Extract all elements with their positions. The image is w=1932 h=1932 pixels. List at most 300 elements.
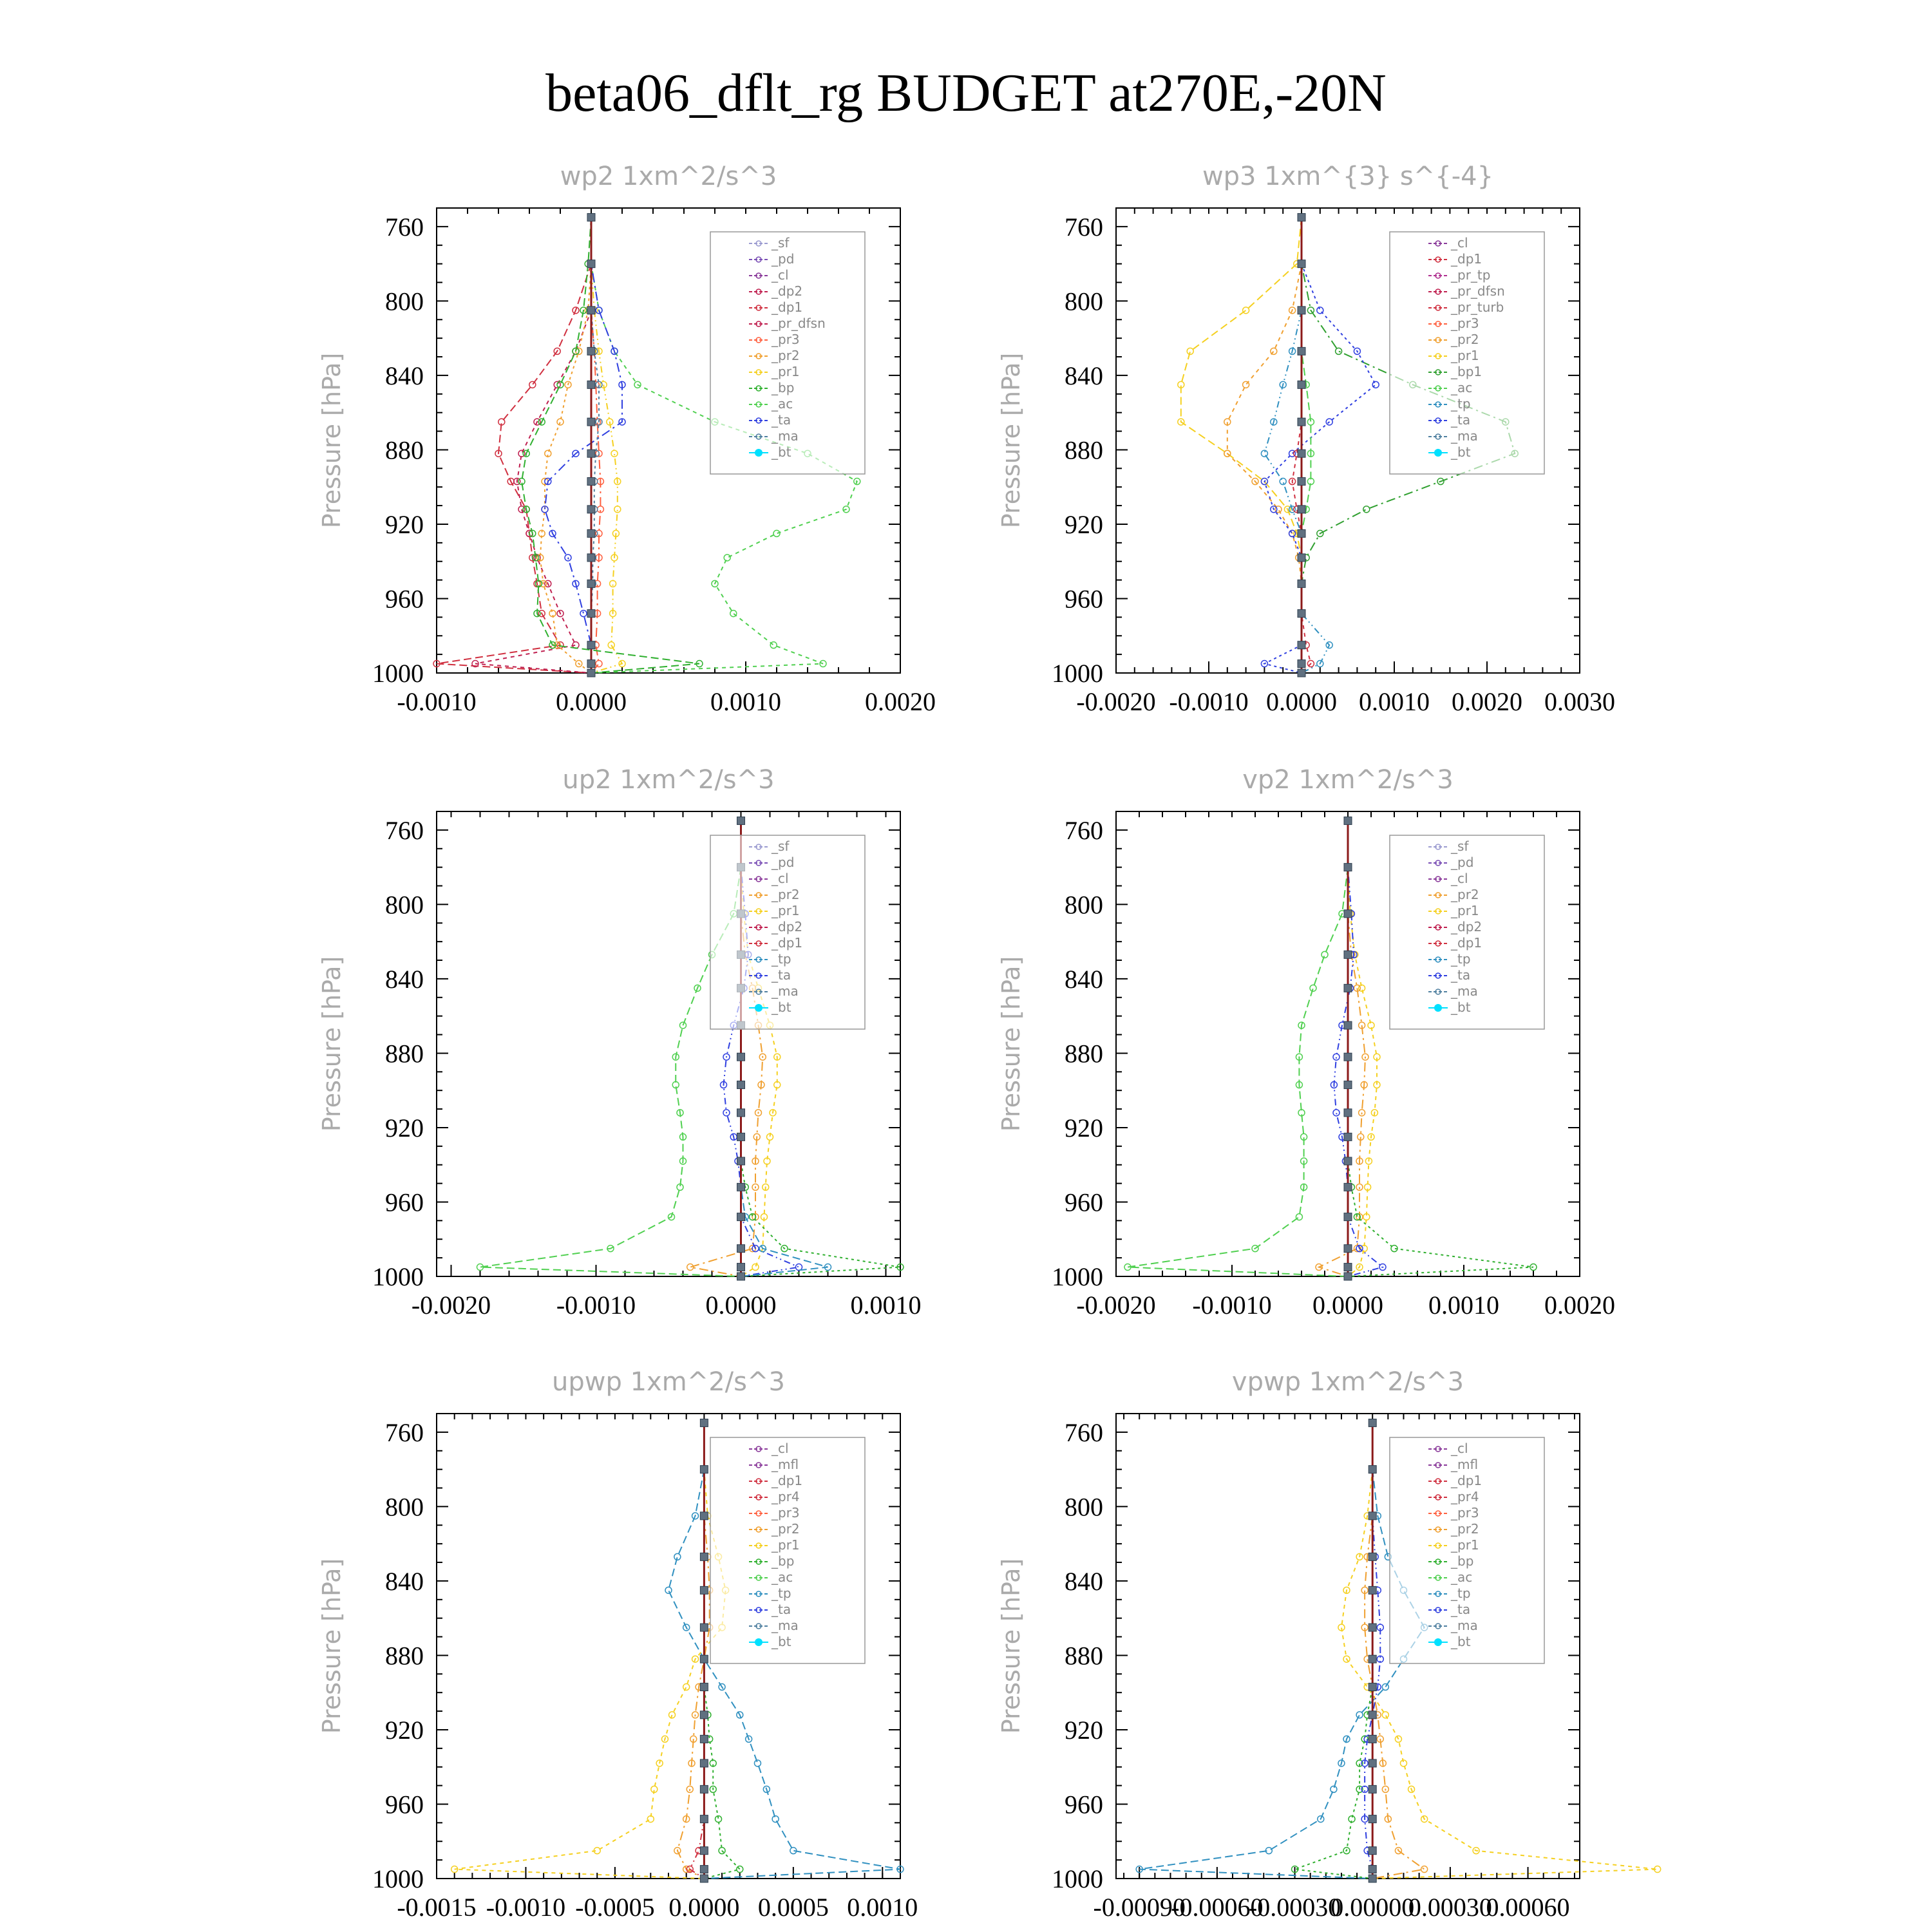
- series-line-pr3: [591, 217, 600, 673]
- series-line-tp: [1139, 1423, 1424, 1879]
- legend-label: _sf: [1451, 838, 1469, 854]
- legend-label: _pr_dfsn: [1451, 283, 1505, 299]
- series-point-bt: [1344, 1245, 1352, 1253]
- legend-label: _pd: [1451, 855, 1474, 870]
- series-point-pr2: [687, 1264, 694, 1271]
- x-tick-label: -0.0020: [1076, 1291, 1156, 1320]
- series-point-pr1: [683, 1684, 690, 1690]
- series-point-bt: [700, 1711, 708, 1719]
- y-tick-label: 800: [1065, 287, 1103, 316]
- y-tick-label: 880: [1065, 435, 1103, 465]
- series-point-pr1: [614, 506, 621, 513]
- legend-label: _pr2: [772, 348, 800, 363]
- series-point-bt: [737, 1245, 745, 1253]
- legend-label: _pd: [772, 251, 795, 267]
- series-line-dp1: [437, 217, 591, 673]
- series-point-bt: [700, 1512, 708, 1520]
- series-point-bt: [1368, 1847, 1376, 1855]
- x-tick-label: 0.0000: [1312, 1291, 1383, 1320]
- series-point-bt: [700, 1553, 708, 1560]
- legend-label: _tp: [1451, 396, 1471, 412]
- series-point-pr2: [1243, 381, 1249, 388]
- y-tick-label: 920: [1065, 1715, 1103, 1745]
- legend-label: _pr1: [1451, 903, 1479, 918]
- legend-label: _bt: [772, 999, 791, 1015]
- panel-title: vpwp 1xm^2/s^3: [1231, 1367, 1464, 1397]
- y-tick-label: 880: [1065, 1641, 1103, 1671]
- legend-label: _pr_tp: [1451, 267, 1491, 283]
- legend-label: _dp2: [1451, 919, 1482, 934]
- x-tick-label: 0.0010: [710, 687, 781, 716]
- y-tick-label: 840: [1065, 1566, 1103, 1596]
- series-point-bt: [737, 1157, 745, 1165]
- series-point-bt: [1298, 529, 1305, 537]
- series-point-tp: [772, 1816, 779, 1823]
- y-tick-label: 920: [1065, 1113, 1103, 1142]
- series-line-pr1: [1181, 217, 1302, 673]
- series-point-bt: [737, 1081, 745, 1089]
- legend-label: _pr2: [772, 1521, 800, 1537]
- series-point-bt: [700, 1735, 708, 1743]
- series-point-tp: [665, 1587, 672, 1593]
- series-point-bp1: [1336, 348, 1342, 354]
- series-point-bt: [1298, 213, 1305, 221]
- series-point-ac: [1310, 985, 1316, 991]
- series-line-pr2: [1227, 217, 1302, 673]
- x-tick-label: 0.0010: [850, 1291, 922, 1320]
- series-point-bt: [1344, 1081, 1352, 1089]
- y-tick-label: 920: [385, 1715, 424, 1745]
- series-point-ac: [770, 642, 777, 649]
- x-tick-label: 0.0000: [556, 687, 627, 716]
- x-tick-label: 0.00000: [1331, 1893, 1415, 1922]
- series-point-ta: [1372, 381, 1379, 388]
- series-point-bt: [700, 1785, 708, 1793]
- legend-label: _ma: [772, 428, 799, 444]
- legend-label: _pr1: [1451, 1537, 1479, 1553]
- series-point-bp: [737, 1866, 743, 1873]
- series-point-bt: [1368, 1759, 1376, 1767]
- y-tick-label: 960: [385, 584, 424, 614]
- legend-label: _pr_dfsn: [772, 316, 826, 331]
- series-point-tp: [754, 1760, 761, 1766]
- series-point-bt: [1298, 554, 1305, 562]
- panel-title: vp2 1xm^2/s^3: [1242, 765, 1454, 795]
- series-point-bt: [587, 307, 595, 314]
- legend-label: _dp1: [1451, 251, 1482, 267]
- x-tick-label: 0.0010: [1428, 1291, 1499, 1320]
- legend-label: _mfl: [1451, 1457, 1479, 1472]
- legend-label: _dp1: [772, 299, 803, 315]
- legend-label: _dp2: [772, 919, 803, 934]
- series-point-bt: [737, 1109, 745, 1117]
- legend-label: _pr4: [772, 1489, 800, 1504]
- legend-label: _dp2: [772, 283, 803, 299]
- series-point-ac: [1296, 1214, 1302, 1220]
- panel-5: [317, 1367, 918, 1922]
- y-axis-label: Pressure [hPa]: [997, 956, 1025, 1132]
- series-line-pr1: [1348, 820, 1377, 1276]
- x-tick-label: -0.0010: [486, 1893, 566, 1922]
- series-point-bt: [1298, 478, 1305, 486]
- y-axis-label: Pressure [hPa]: [317, 1558, 346, 1734]
- legend-label: _cl: [772, 871, 789, 886]
- series-point-bt: [1298, 580, 1305, 587]
- legend-marker: [755, 1638, 762, 1646]
- series-point-bt: [587, 347, 595, 355]
- y-axis-label: Pressure [hPa]: [997, 352, 1025, 529]
- series-point-bt: [737, 817, 745, 824]
- legend-label: _ma: [1451, 1618, 1478, 1633]
- y-tick-label: 840: [385, 361, 424, 390]
- y-tick-label: 920: [1065, 509, 1103, 539]
- y-tick-label: 840: [1065, 361, 1103, 390]
- series-point-bt: [1368, 1875, 1376, 1882]
- legend-label: _tp: [1451, 1586, 1471, 1601]
- series-point-bt: [737, 1053, 745, 1061]
- y-tick-label: 960: [385, 1188, 424, 1217]
- legend-marker: [755, 1004, 762, 1012]
- series-point-pr2: [557, 419, 564, 425]
- legend-label: _pd: [772, 855, 795, 870]
- series-line-pr2: [1319, 820, 1365, 1276]
- legend-label: _pr4: [1451, 1489, 1479, 1504]
- series-line-pr1: [455, 1423, 726, 1879]
- y-tick-label: 840: [385, 964, 424, 994]
- y-tick-label: 1000: [372, 1864, 424, 1893]
- y-tick-label: 760: [385, 212, 424, 242]
- series-point-bt: [1298, 347, 1305, 355]
- x-tick-label: -0.0020: [411, 1291, 491, 1320]
- series-line-pr4: [690, 1423, 704, 1879]
- x-tick-label: 0.0020: [865, 687, 936, 716]
- legend-label: _dp1: [772, 935, 803, 951]
- series-point-bt: [587, 529, 595, 537]
- series-point-bt: [587, 506, 595, 513]
- y-tick-label: 920: [385, 1113, 424, 1142]
- series-point-ta: [1317, 307, 1323, 314]
- y-tick-label: 1000: [1052, 1864, 1103, 1893]
- series-point-ac: [1321, 951, 1328, 958]
- series-point-bt: [1344, 1157, 1352, 1165]
- y-tick-label: 840: [1065, 964, 1103, 994]
- legend-label: _tp: [772, 1586, 791, 1601]
- legend-label: _dp1: [1451, 1473, 1482, 1488]
- series-point-bt: [1344, 1183, 1352, 1191]
- series-point-bt: [1368, 1785, 1376, 1793]
- legend-label: _pr2: [1451, 887, 1479, 902]
- legend-label: _ta: [772, 967, 791, 983]
- series-point-ac: [773, 530, 780, 536]
- y-tick-label: 800: [385, 890, 424, 920]
- series-point-bt: [587, 669, 595, 677]
- legend-label: _bt: [772, 444, 791, 460]
- y-tick-label: 880: [385, 435, 424, 465]
- legend-label: _bt: [1451, 999, 1471, 1015]
- panel-4: [997, 765, 1615, 1320]
- y-tick-label: 1000: [372, 1262, 424, 1291]
- legend-label: _ac: [1451, 380, 1473, 395]
- y-tick-label: 880: [385, 1641, 424, 1671]
- legend-label: _cl: [772, 267, 789, 283]
- legend-label: _pr2: [1451, 1521, 1479, 1537]
- series-point-bt: [587, 418, 595, 426]
- series-point-bt: [1344, 1213, 1352, 1221]
- legend-label: _ac: [772, 396, 793, 412]
- x-tick-label: 0.0000: [668, 1893, 740, 1922]
- legend-label: _ma: [772, 1618, 799, 1633]
- series-point-bt: [1298, 660, 1305, 668]
- series-line-pr1: [591, 217, 622, 673]
- legend-label: _ta: [1451, 967, 1471, 983]
- y-tick-label: 840: [385, 1566, 424, 1596]
- series-point-bt: [587, 450, 595, 457]
- legend-label: _ta: [772, 1602, 791, 1617]
- series-point-bt: [700, 1759, 708, 1767]
- legend-label: _pr3: [772, 1505, 800, 1520]
- legend-label: _bp1: [1451, 364, 1482, 379]
- series-point-pr2: [1421, 1866, 1428, 1873]
- x-tick-label: -0.0005: [575, 1893, 655, 1922]
- series-point-bt: [1298, 307, 1305, 314]
- series-point-bt: [1368, 1466, 1376, 1473]
- y-tick-label: 880: [385, 1039, 424, 1068]
- panel-1: [317, 162, 936, 716]
- x-tick-label: 0.0010: [847, 1893, 918, 1922]
- series-point-bt: [1298, 418, 1305, 426]
- legend-label: _bp: [772, 1553, 795, 1569]
- series-point-bt: [1344, 1133, 1352, 1141]
- x-tick-label: -0.0015: [397, 1893, 477, 1922]
- x-tick-label: 0.0010: [1359, 687, 1430, 716]
- series-point-ta: [1333, 1054, 1340, 1060]
- legend-marker: [1434, 449, 1442, 457]
- x-tick-label: -0.00060: [1171, 1893, 1264, 1922]
- series-point-bt: [1368, 1866, 1376, 1873]
- legend-label: _pr2: [1451, 332, 1479, 347]
- legend-marker: [755, 449, 762, 457]
- x-tick-label: -0.0010: [556, 1291, 636, 1320]
- series-point-bt: [587, 610, 595, 618]
- series-point-bt: [587, 478, 595, 486]
- x-tick-label: 0.0000: [705, 1291, 777, 1320]
- x-tick-label: -0.00030: [1248, 1893, 1341, 1922]
- series-point-bt: [700, 1875, 708, 1882]
- panel-title: upwp 1xm^2/s^3: [552, 1367, 785, 1397]
- series-point-bt: [587, 554, 595, 562]
- legend-label: _ta: [772, 412, 791, 428]
- series-point-bt: [1368, 1586, 1376, 1594]
- legend-label: _ac: [772, 1569, 793, 1585]
- x-tick-label: -0.0010: [397, 687, 477, 716]
- legend-marker: [1434, 1638, 1442, 1646]
- series-point-bt: [1298, 641, 1305, 649]
- y-axis-label: Pressure [hPa]: [997, 1558, 1025, 1734]
- series-point-bt: [1368, 1624, 1376, 1631]
- y-axis-label: Pressure [hPa]: [317, 352, 346, 529]
- series-point-bt: [1368, 1655, 1376, 1663]
- legend-label: _bt: [772, 1634, 791, 1649]
- series-point-tp: [1356, 1712, 1363, 1718]
- legend-label: _cl: [1451, 235, 1468, 251]
- series-point-pr1: [1382, 1712, 1388, 1718]
- panels: [317, 162, 1661, 1922]
- series-line-ac: [480, 820, 741, 1276]
- y-tick-label: 760: [385, 1417, 424, 1447]
- legend-label: _ac: [1451, 1569, 1473, 1585]
- legend-label: _cl: [1451, 871, 1468, 886]
- x-tick-label: 0.0005: [757, 1893, 829, 1922]
- series-point-bt: [700, 1866, 708, 1873]
- series-point-bt: [1368, 1553, 1376, 1560]
- legend-label: _pr1: [1451, 348, 1479, 363]
- series-point-pr3: [596, 661, 602, 667]
- panel-6: [997, 1367, 1661, 1922]
- series-point-bp1: [1363, 506, 1370, 513]
- series-point-bt: [700, 1683, 708, 1691]
- legend-label: _sf: [772, 838, 790, 854]
- series-point-tp: [1280, 478, 1286, 485]
- y-tick-label: 760: [1065, 815, 1103, 845]
- series-point-bt: [1344, 1273, 1352, 1280]
- series-point-pr1: [611, 450, 618, 457]
- legend-label: _tp: [772, 951, 791, 967]
- series-point-bt: [737, 1133, 745, 1141]
- series-line-bp: [1295, 1423, 1373, 1879]
- series-point-pr2: [1271, 348, 1277, 354]
- legend-label: _ma: [1451, 428, 1478, 444]
- series-point-tp: [1331, 1786, 1337, 1792]
- y-tick-label: 960: [385, 1790, 424, 1819]
- series-point-bt: [1344, 864, 1352, 871]
- legend-label: _pr3: [772, 332, 800, 347]
- series-point-ac: [730, 611, 737, 617]
- legend-label: _bp: [1451, 1553, 1474, 1569]
- series-point-dp1: [529, 381, 536, 388]
- series-point-bt: [1344, 984, 1352, 992]
- series-point-pr2: [1356, 1184, 1363, 1190]
- series-line-dp2: [475, 217, 591, 673]
- series-point-ta: [1333, 1110, 1340, 1116]
- x-tick-label: -0.00090: [1093, 1893, 1186, 1922]
- legend-label: _pr3: [1451, 1505, 1479, 1520]
- series-point-pr1: [752, 1264, 759, 1271]
- legend-label: _tp: [1451, 951, 1471, 967]
- x-tick-label: -0.0010: [1192, 1291, 1272, 1320]
- y-tick-label: 800: [1065, 890, 1103, 920]
- series-point-bt: [587, 213, 595, 221]
- series-point-pr1: [1243, 307, 1249, 314]
- series-point-bt: [700, 1419, 708, 1426]
- series-point-bt: [1298, 506, 1305, 513]
- y-tick-label: 800: [385, 1492, 424, 1522]
- y-tick-label: 960: [1065, 1188, 1103, 1217]
- series-line-ac: [1128, 820, 1348, 1276]
- series-point-bt: [1368, 1419, 1376, 1426]
- series-point-bt: [1344, 910, 1352, 918]
- panel-title: wp2 1xm^2/s^3: [560, 162, 777, 191]
- series-point-bt: [700, 1466, 708, 1473]
- series-point-bt: [700, 1624, 708, 1631]
- series-point-bt: [1344, 1109, 1352, 1117]
- series-point-bt: [1298, 450, 1305, 457]
- series-line-ta: [1264, 217, 1376, 673]
- legend-label: _bt: [1451, 1634, 1471, 1649]
- series-point-bt: [1344, 1021, 1352, 1029]
- panel-2: [997, 162, 1615, 716]
- series-point-bt: [700, 1586, 708, 1594]
- series-point-bt: [1298, 381, 1305, 388]
- series-point-bt: [700, 1655, 708, 1663]
- series-point-bt: [1298, 610, 1305, 618]
- y-tick-label: 960: [1065, 1790, 1103, 1819]
- x-tick-label: -0.0020: [1076, 687, 1156, 716]
- legend-label: _ma: [772, 983, 799, 999]
- legend-label: _pr2: [772, 887, 800, 902]
- series-point-bt: [737, 1273, 745, 1280]
- y-tick-label: 760: [385, 815, 424, 845]
- series-point-bt: [587, 641, 595, 649]
- y-tick-label: 800: [1065, 1492, 1103, 1522]
- y-tick-label: 1000: [1052, 659, 1103, 688]
- legend-label: _cl: [772, 1441, 789, 1456]
- series-point-tp: [1382, 1684, 1388, 1690]
- series-line-bp: [522, 217, 699, 673]
- legend-label: _bt: [1451, 444, 1471, 460]
- series-point-bt: [1368, 1711, 1376, 1719]
- legend-label: _ta: [1451, 1602, 1471, 1617]
- series-point-bt: [1298, 260, 1305, 268]
- y-tick-label: 1000: [372, 659, 424, 688]
- x-tick-label: 0.0020: [1452, 687, 1522, 716]
- legend-label: _bp: [772, 380, 795, 395]
- series-point-pr1: [610, 580, 616, 587]
- y-tick-label: 800: [385, 287, 424, 316]
- x-tick-label: 0.0000: [1266, 687, 1337, 716]
- series-point-bt: [587, 260, 595, 268]
- legend-label: _pr1: [772, 903, 800, 918]
- legend-label: _sf: [772, 235, 790, 251]
- x-tick-label: 0.0030: [1544, 687, 1615, 716]
- series-point-bt: [700, 1847, 708, 1855]
- series-line-ta: [1334, 820, 1383, 1276]
- legend-label: _ma: [1451, 983, 1478, 999]
- y-tick-label: 760: [1065, 212, 1103, 242]
- series-point-bt: [587, 660, 595, 668]
- series-point-ac: [724, 554, 730, 561]
- series-point-bt: [737, 1213, 745, 1221]
- legend-label: _pr1: [772, 364, 800, 379]
- legend-marker: [1434, 1004, 1442, 1012]
- y-tick-label: 960: [1065, 584, 1103, 614]
- legend-label: _cl: [1451, 1441, 1468, 1456]
- series-point-bt: [700, 1815, 708, 1823]
- legend-label: _pr1: [772, 1537, 800, 1553]
- series-line-tp: [1264, 217, 1329, 673]
- series-point-bt: [1344, 1053, 1352, 1061]
- series-point-bt: [1368, 1683, 1376, 1691]
- series-point-bt: [1298, 669, 1305, 677]
- series-point-bt: [1368, 1512, 1376, 1520]
- series-point-ta: [580, 611, 587, 617]
- series-point-bt: [737, 1264, 745, 1271]
- series-point-bt: [587, 580, 595, 587]
- x-tick-label: 0.00060: [1486, 1893, 1570, 1922]
- legend-label: _ta: [1451, 412, 1471, 428]
- y-tick-label: 1000: [1052, 1262, 1103, 1291]
- figure-title: beta06_dflt_rg BUDGET at270E,-20N: [545, 63, 1387, 123]
- series-point-bt: [1344, 817, 1352, 824]
